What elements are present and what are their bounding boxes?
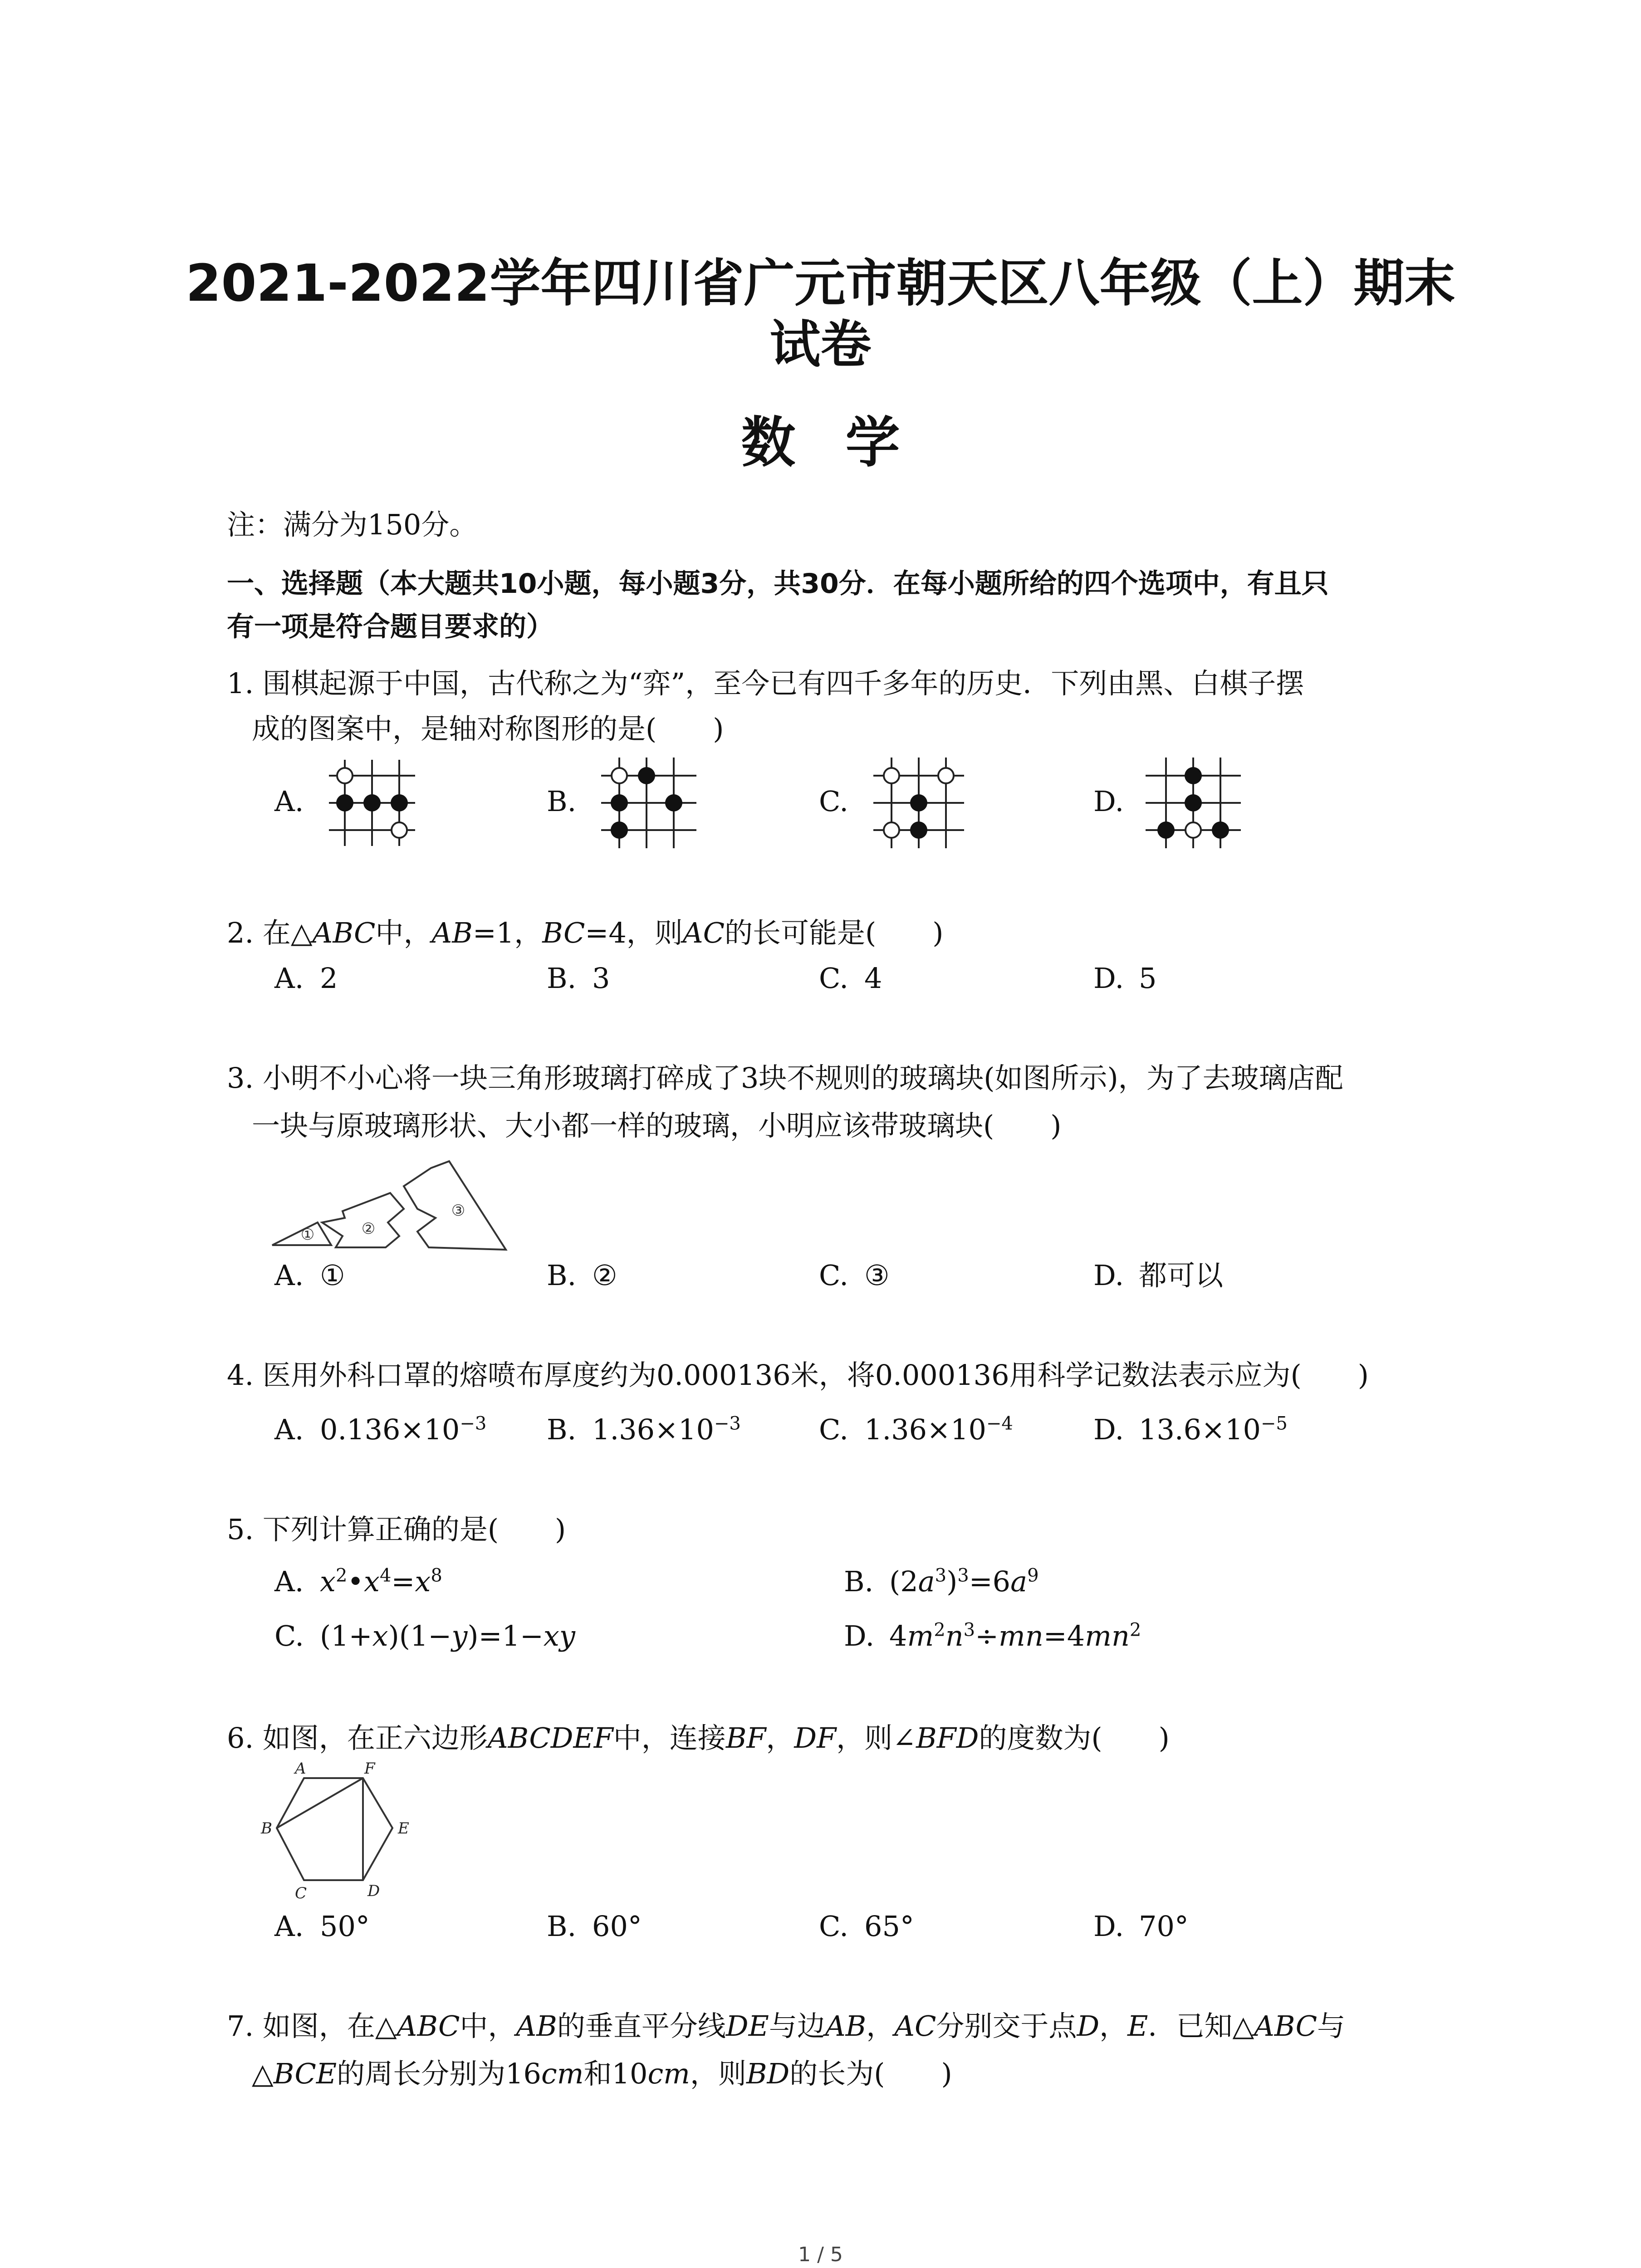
q6-label-a: A	[295, 1760, 306, 1778]
q6-option-a: A. 50°	[274, 1910, 370, 1943]
q4-option-b: B. $1.36\times 10^{-3}$	[547, 1413, 741, 1446]
q4-stem: 4. 医用外科口罩的熔喷布厚度约为0.000136米，将0.000136用科学记数法表示应为( )	[227, 1359, 1369, 1392]
q6-option-c: C. 65°	[819, 1910, 914, 1943]
q2-option-d: D. 5	[1093, 962, 1157, 995]
section1-heading-line2: 有一项是符合题目要求的）	[227, 611, 554, 643]
q6-option-d: D. 70°	[1093, 1910, 1189, 1943]
q7-stem-line1: 7. 如图，在△ABC中，AB的垂直平分线DE与边AB，AC分别交于点D，E．已知△ABC与	[227, 2009, 1346, 2043]
q2-stem: 2. 在△ABC中，AB=1，BC=4，则AC的长可能是( )	[227, 916, 944, 949]
q1-option-a-label: A.	[274, 785, 304, 818]
q3-option-a: A. ①	[274, 1259, 345, 1292]
q1-go-figure-d	[1139, 753, 1248, 853]
section1-heading-line1: 一、选择题（本大题共10小题，每小题3分，共30分．在每小题所给的四个选项中，有且只	[227, 568, 1329, 600]
q2-option-c: C. 4	[819, 962, 882, 995]
q3-option-d: D. 都可以	[1093, 1259, 1224, 1292]
page-number: 1 / 5	[798, 2243, 843, 2266]
q4-option-c: C. $1.36\times 10^{-4}$	[819, 1413, 1013, 1446]
q3-broken-glass-figure	[268, 1154, 522, 1254]
q5-option-c: C. (1+x)(1−y)=1−xy	[274, 1619, 575, 1652]
q7-stem-line2: △BCE的周长分别为16cm和10cm，则BD的长为( )	[252, 2057, 952, 2090]
q6-option-b: B. 60°	[547, 1910, 642, 1943]
q1-option-c-label: C.	[819, 785, 848, 818]
q6-label-d: D	[367, 1882, 380, 1900]
q5-stem: 5. 下列计算正确的是( )	[227, 1513, 566, 1546]
q1-option-b-label: B.	[547, 785, 577, 818]
q2-option-a: A. 2	[274, 962, 338, 995]
score-note: 注：满分为150分。	[227, 508, 478, 541]
q3-stem-line1: 3. 小明不小心将一块三角形玻璃打碎成了3块不规则的玻璃块(如图所示)，为了去玻璃店配	[227, 1061, 1343, 1095]
q1-go-figure-c	[867, 753, 971, 853]
q4-option-d: D. $13.6\times 10^{-5}$	[1093, 1413, 1288, 1446]
q5-option-a: A. $x^2•x^4=x^8$	[274, 1565, 442, 1598]
exam-title-line1: 2021-2022学年四川省广元市朝天区八年级（上）期末	[186, 254, 1455, 313]
q3-stem-line2: 一块与原玻璃形状、大小都一样的玻璃，小明应该带玻璃块( )	[252, 1109, 1062, 1142]
q6-label-b: B	[261, 1819, 272, 1838]
q3-fig-label-1: ①	[300, 1226, 315, 1244]
q3-option-b: B. ②	[547, 1259, 617, 1292]
q5-option-d: D. $4m^2n^3\div mn=4mn^2$	[844, 1619, 1141, 1652]
q1-stem-line1: 1. 围棋起源于中国，古代称之为“弈”，至今已有四千多年的历史．下列由黑、白棋子摆	[227, 667, 1304, 700]
q4-option-a: A. $0.136\times 10^{-3}$	[274, 1413, 487, 1446]
q6-label-f: F	[364, 1760, 375, 1778]
q3-option-c: C. ③	[819, 1259, 890, 1292]
q6-label-c: C	[295, 1884, 307, 1902]
exam-title-line2: 试卷	[769, 315, 872, 374]
q2-option-b: B. 3	[547, 962, 610, 995]
q3-fig-label-2: ②	[361, 1220, 376, 1238]
q6-hexagon-figure	[261, 1760, 424, 1910]
q1-go-figure-a	[324, 755, 420, 850]
q3-fig-label-3: ③	[451, 1202, 465, 1220]
q6-stem: 6. 如图，在正六边形ABCDEF中，连接BF，DF，则∠BFD的度数为( )	[227, 1721, 1170, 1755]
subject-title: 数学	[741, 411, 950, 474]
q1-stem-line2: 成的图案中，是轴对称图形的是( )	[252, 712, 724, 745]
q5-option-b: B. $(2a^3)^3=6a^9$	[844, 1565, 1039, 1598]
q1-go-figure-b	[592, 753, 705, 853]
q1-option-d-label: D.	[1093, 785, 1124, 818]
q6-label-e: E	[398, 1819, 409, 1838]
